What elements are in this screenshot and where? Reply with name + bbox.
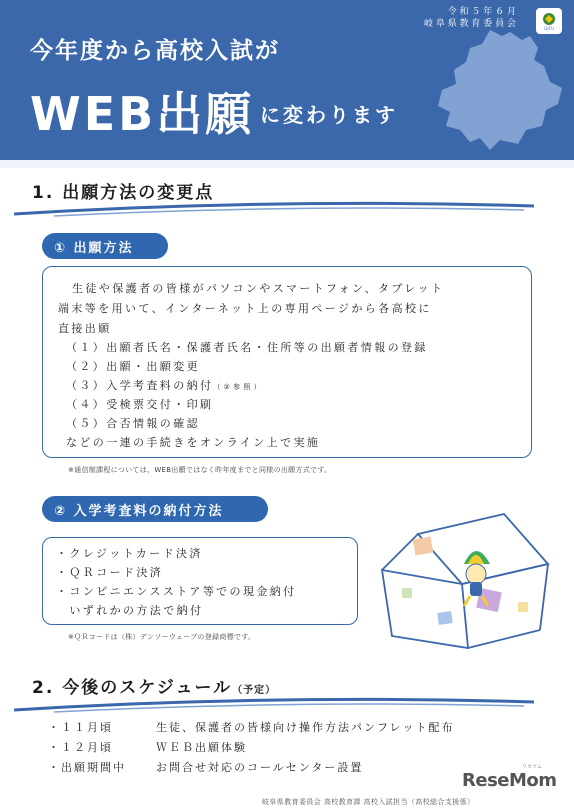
section2-title-text: 2. 今後のスケジュール [32,678,233,698]
hero-title-main: WEB出願 [30,87,255,141]
method-step-2: （２）出願・出願変更 [66,360,200,373]
method-step-3-text: （３）入学考査料の納付 [66,379,214,392]
resemom-watermark: ReseMom [462,770,557,791]
schedule-when-2: ・１２月頃 [48,741,113,754]
gifu-map-icon [430,26,570,156]
cube-mascot-illustration [378,510,554,652]
watermark-kana: リセマム [522,764,542,770]
subsection-label-payment-method: ② 入学考査料の納付方法 [42,496,268,522]
section2-title-note: （予定） [232,685,277,696]
method-step-3-ref: （ ② 参 照 ） [213,383,262,391]
payment-summary: いずれかの方法で納付 [56,604,204,617]
method-line-1: 生徒や保護者の皆様がパソコンやスマートフォン、タブレット [72,282,445,295]
section1-swoosh [14,196,534,218]
section2-swoosh [14,692,534,714]
payment-option-qr: ・ＱＲコード決済 [56,566,164,579]
payment-option-convenience: ・コンビニエンスストア等での現金納付 [56,585,297,598]
method-step-4: （４）受検票交付・印刷 [66,398,214,411]
method-summary: などの一連の手続きをオンライン上で実施 [66,436,321,449]
section1-title: 1. 出願方法の変更点 [32,183,215,203]
gifu-logo-icon [539,11,559,31]
method-step-1: （１）出願者氏名・保護者氏名・住所等の出願者情報の登録 [66,341,428,354]
issue-date: 令 和 ５ 年 ６ 月 [447,7,516,17]
method-step-5: （５）合否情報の確認 [66,417,200,430]
svg-text:GIFU: GIFU [544,26,554,31]
schedule-what-1: 生徒、保護者の皆様向け操作方法パンフレット配布 [156,721,455,734]
header-banner [0,0,574,160]
qr-trademark-note: ※ＱＲコードは（株）デンソーウェーブの登録商標です。 [68,633,256,641]
method-step-3 [66,377,261,393]
issuer: 岐 阜 県 教 育 委 員 会 [423,19,516,29]
correspondence-note: ※通信制課程については、WEB出願ではなく昨年度までと同様の出願方式です。 [68,466,332,474]
schedule-what-3: お問合せ対応のコールセンター設置 [156,761,364,774]
schedule-when-3: ・出願期間中 [48,761,126,774]
schedule-what-2: ＷＥＢ出願体験 [156,741,247,754]
hero-title-line1: 今年度から高校入試が [30,38,280,64]
hero-title-sub: に変わります [260,103,398,127]
method-line-3: 直接出願 [58,322,112,335]
footer-contact: 岐阜県教育委員会 高校教育課 高校入試担当（高校総合支援係） [262,798,475,806]
issue-date-block [424,6,516,30]
gifu-logo [536,8,562,34]
schedule-when-1: ・１１月頃 [48,721,113,734]
subsection-label-application-method: ① 出願方法 [42,233,168,259]
payment-option-credit: ・クレジットカード決済 [56,547,203,560]
method-line-2: 端末等を用いて、インターネット上の専用ページから各高校に [58,302,432,315]
header-divider [0,160,574,168]
